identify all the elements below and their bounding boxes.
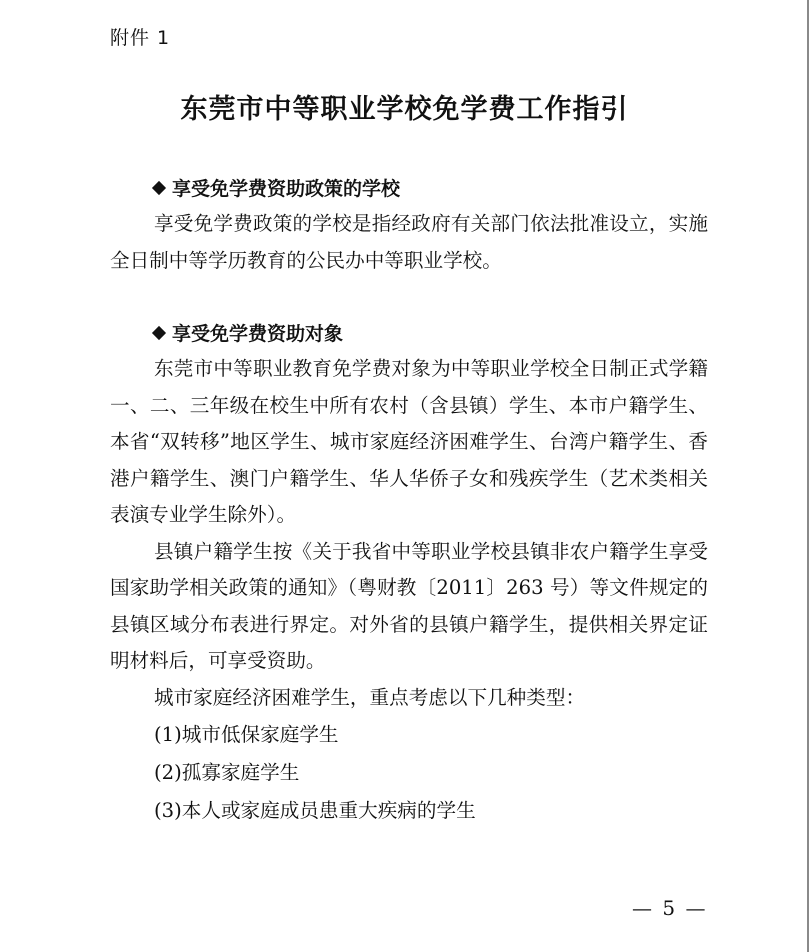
paragraph-urban-hardship-intro: 城市家庭经济困难学生，重点考虑以下几种类型： — [154, 685, 586, 709]
list-item: (1)城市低保家庭学生 — [154, 723, 339, 746]
attachment-label: 附件 1 — [110, 27, 171, 49]
page-number: — 5 — — [632, 896, 708, 920]
diamond-bullet-icon — [152, 326, 166, 340]
section-spacer — [110, 279, 708, 317]
section-heading-text: 享受免学费资助政策的学校 — [172, 178, 401, 200]
paragraph-county-town-students: 县镇户籍学生按《关于我省中等职业学校县镇非农户籍学生享受国家助学相关政策的通知》（粤财教〔2011〕263 号）等文件规定的县镇区域分布表进行界定。对外省的县镇户籍学生，提供相关界定证明材料后，可享受资助。 — [110, 539, 708, 672]
diamond-bullet-icon — [152, 181, 166, 195]
document-title: 东莞市中等职业学校免学费工作指引 — [180, 94, 629, 125]
paragraph-eligible-schools: 享受免学费政策的学校是指经政府有关部门依法批准设立，实施全日制中等学历教育的公民办中等职业学校。 — [110, 212, 708, 272]
list-item: (2)孤寡家庭学生 — [154, 761, 300, 784]
section-heading-text: 享受免学费资助对象 — [172, 323, 344, 345]
paragraph-eligible-students: 东莞市中等职业教育免学费对象为中等职业学校全日制正式学籍一、二、三年级在校生中所有农村（含县镇）学生、本市户籍学生、本省“双转移”地区学生、城市家庭经济困难学生、台湾户籍学生、香港户籍学生、澳门户籍学生、华人华侨子女和残疾学生（艺术类相关表演专业学生除外）。 — [110, 357, 708, 526]
section-heading-eligible-schools — [110, 172, 708, 206]
list-item: (3)本人或家庭成员患重大疾病的学生 — [154, 799, 476, 822]
section-heading-eligible-students — [110, 317, 708, 351]
document-body — [110, 172, 708, 830]
